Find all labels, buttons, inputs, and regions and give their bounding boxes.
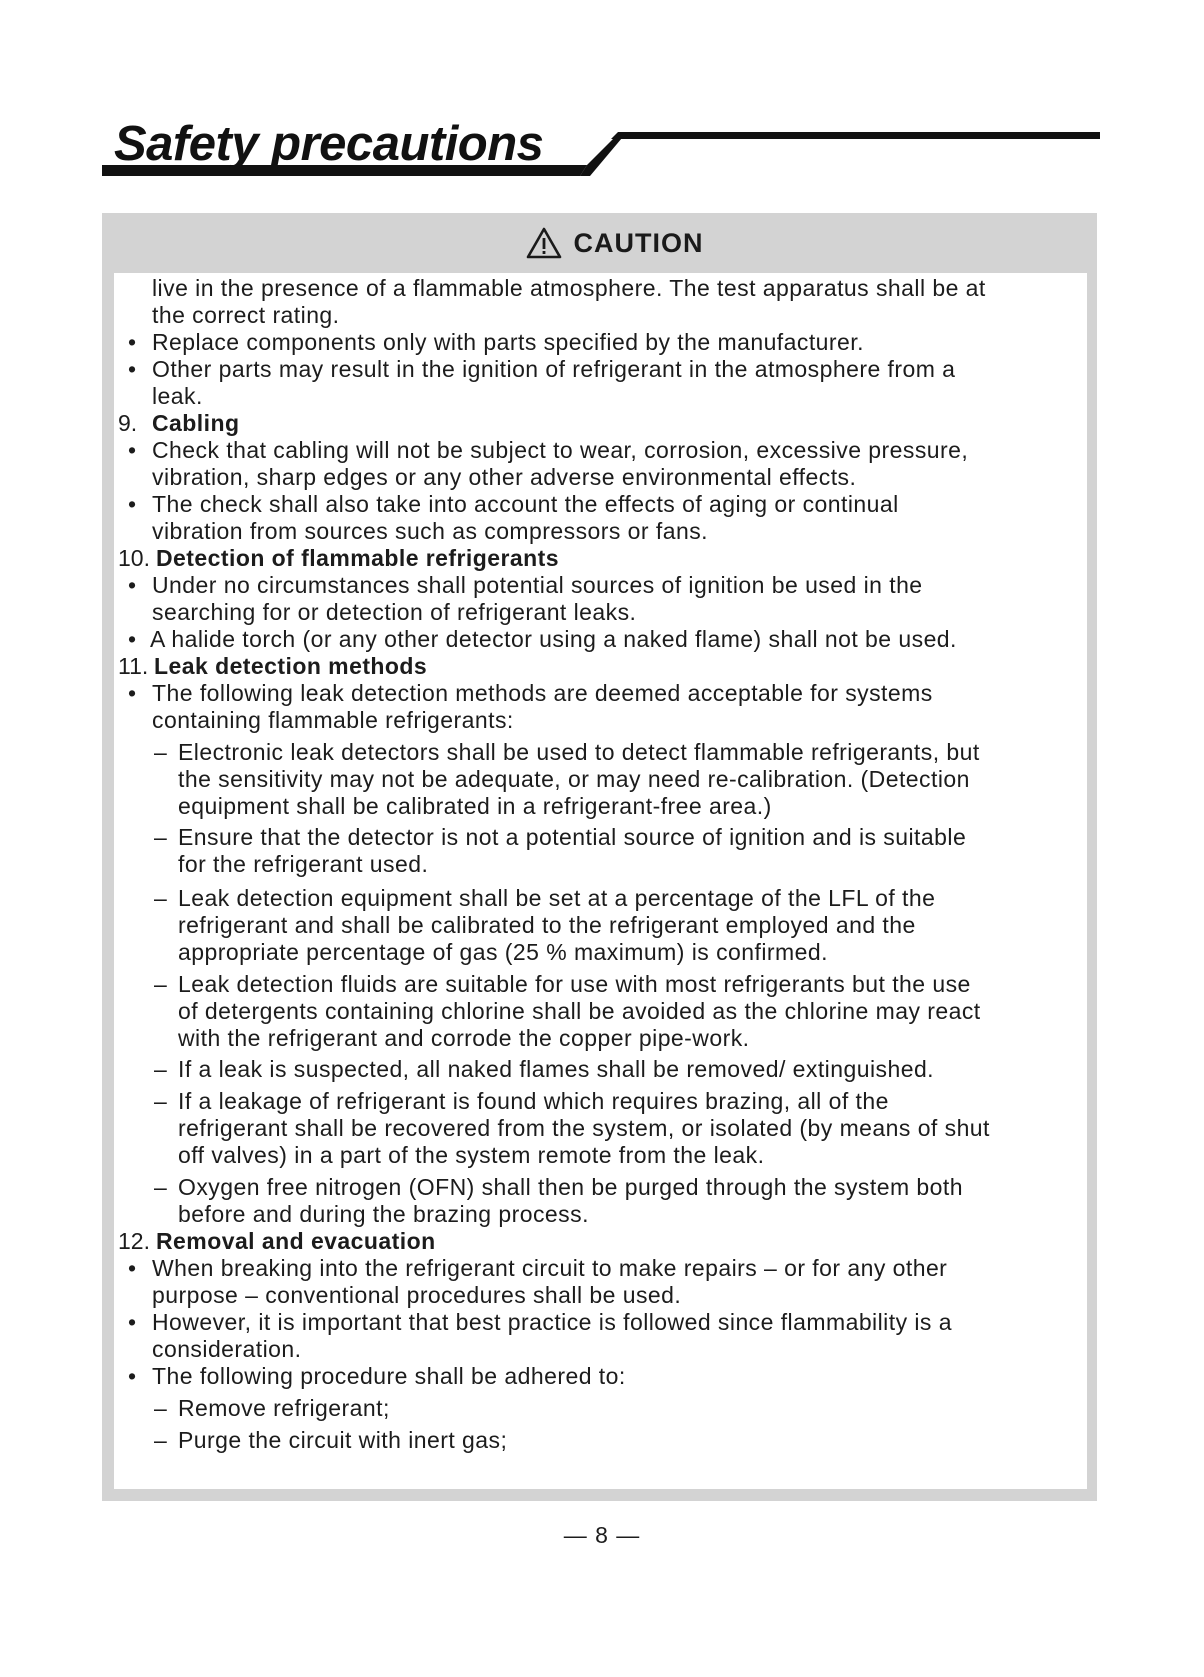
bullet-marker: •	[128, 437, 137, 463]
section-heading-removal: Removal and evacuation	[156, 1228, 436, 1254]
bullet-marker: •	[128, 491, 137, 517]
bullet-marker: •	[128, 1363, 137, 1389]
section-heading-cabling: Cabling	[152, 410, 240, 436]
text-line: Leak detection equipment shall be set at a percentage of the LFL of the	[178, 885, 936, 911]
text-line: before and during the brazing process.	[178, 1201, 589, 1227]
text-line: searching for or detection of refrigerant leaks.	[152, 599, 637, 625]
section-heading-detection: Detection of flammable refrigerants	[156, 545, 560, 571]
bullet-marker: •	[128, 356, 137, 382]
page-title: Safety precautions	[114, 117, 544, 171]
warning-triangle-icon	[526, 227, 562, 259]
text-line: The following procedure shall be adhered to:	[152, 1363, 626, 1389]
text-line: the sensitivity may not be adequate, or may need re-calibration. (Detection	[178, 766, 970, 792]
section-number: 12.	[118, 1228, 150, 1254]
section-number: 10.	[118, 545, 150, 571]
text-line: with the refrigerant and corrode the copper pipe-work.	[178, 1025, 750, 1051]
text-line: consideration.	[152, 1336, 302, 1362]
section-heading-leak-detection: Leak detection methods	[154, 653, 428, 679]
text-line: The following leak detection methods are deemed acceptable for systems	[152, 680, 933, 706]
text-line: appropriate percentage of gas (25 % maximum) is confirmed.	[178, 939, 828, 965]
dash-marker: –	[154, 1427, 167, 1453]
text-line: refrigerant shall be recovered from the system, or isolated (by means of shut	[178, 1115, 990, 1141]
text-line: vibration, sharp edges or any other adverse environmental effects.	[152, 464, 857, 490]
caution-body	[114, 273, 1087, 1489]
text-line: Ensure that the detector is not a potential source of ignition and is suitable	[178, 824, 967, 850]
page-header	[102, 108, 1100, 188]
bullet-marker: •	[128, 626, 137, 652]
caution-label: CAUTION	[573, 227, 704, 258]
text-line: Electronic leak detectors shall be used to detect flammable refrigerants, but	[178, 739, 980, 765]
text-line: Oxygen free nitrogen (OFN) shall then be purged through the system both	[178, 1174, 963, 1200]
dash-marker: –	[154, 1088, 167, 1114]
text-line: live in the presence of a flammable atmosphere. The test apparatus shall be at	[152, 275, 986, 301]
text-line: of detergents containing chlorine shall be avoided as the chlorine may react	[178, 998, 981, 1024]
dash-marker: –	[154, 1056, 167, 1082]
text-line: When breaking into the refrigerant circuit to make repairs – or for any other	[152, 1255, 948, 1281]
text-line: Remove refrigerant;	[178, 1395, 390, 1421]
bullet-marker: •	[128, 680, 137, 706]
caution-bar	[102, 213, 1097, 273]
dash-marker: –	[154, 1395, 167, 1421]
text-line: for the refrigerant used.	[178, 851, 429, 877]
text-line: The check shall also take into account the effects of aging or continual	[152, 491, 899, 517]
text-line: Other parts may result in the ignition of refrigerant in the atmosphere from a	[152, 356, 956, 382]
text-line: A halide torch (or any other detector using a naked flame) shall not be used.	[150, 626, 957, 652]
dash-marker: –	[154, 885, 167, 911]
text-line: Check that cabling will not be subject to wear, corrosion, excessive pressure,	[152, 437, 969, 463]
text-line: If a leakage of refrigerant is found which requires brazing, all of the	[178, 1088, 889, 1114]
text-line: equipment shall be calibrated in a refrigerant-free area.)	[178, 793, 772, 819]
text-line: purpose – conventional procedures shall be used.	[152, 1282, 682, 1308]
bullet-marker: •	[128, 1255, 137, 1281]
dash-marker: –	[154, 824, 167, 850]
text-line: Leak detection fluids are suitable for use with most refrigerants but the use	[178, 971, 971, 997]
text-line: If a leak is suspected, all naked flames shall be removed/ extinguished.	[178, 1056, 935, 1082]
text-line: off valves) in a part of the system remote from the leak.	[178, 1142, 765, 1168]
dash-marker: –	[154, 1174, 167, 1200]
bullet-marker: •	[128, 329, 137, 355]
text-line: the correct rating.	[152, 302, 340, 328]
dash-marker: –	[154, 971, 167, 997]
section-number: 9.	[118, 410, 138, 436]
text-line: Purge the circuit with inert gas;	[178, 1427, 508, 1453]
text-line: containing flammable refrigerants:	[152, 707, 514, 733]
text-line: leak.	[152, 383, 203, 409]
section-number: 11.	[118, 653, 149, 679]
text-line: Under no circumstances shall potential sources of ignition be used in the	[152, 572, 923, 598]
page-number: — 8 —	[563, 1522, 641, 1548]
text-line: vibration from sources such as compressors or fans.	[152, 518, 708, 544]
bullet-marker: •	[128, 1309, 137, 1335]
caution-panel	[102, 213, 1097, 1501]
text-line: refrigerant and shall be calibrated to the refrigerant employed and the	[178, 912, 916, 938]
text-line: However, it is important that best practice is followed since flammability is a	[152, 1309, 952, 1335]
caution-heading	[526, 227, 704, 259]
bullet-marker: •	[128, 572, 137, 598]
text-line: Replace components only with parts specified by the manufacturer.	[152, 329, 864, 355]
dash-marker: –	[154, 739, 167, 765]
